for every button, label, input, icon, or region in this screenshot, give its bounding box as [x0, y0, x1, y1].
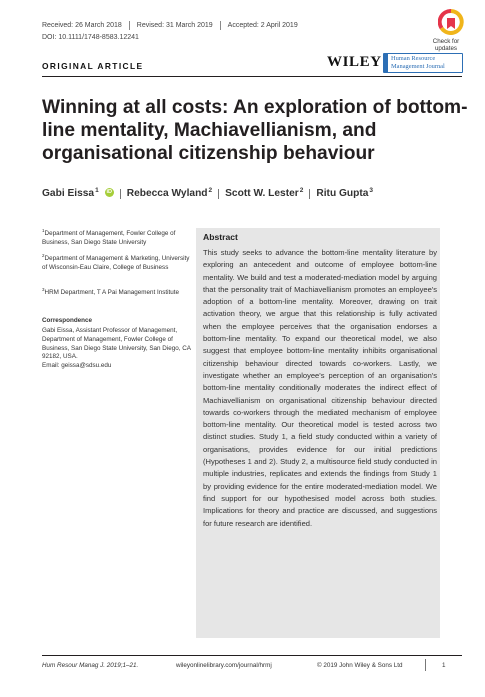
correspondence-text: Gabi Eissa, Assistant Professor of Management, Department of Management, Fowler College of Business, San Diego State University, San Diego, CA 92182, USA. [42, 327, 191, 361]
author-affiliation-mark: 2 [299, 187, 304, 194]
journal-logo-line1: Human Resource [391, 55, 436, 62]
divider [129, 21, 130, 30]
divider [425, 659, 426, 671]
check-updates-icon [438, 9, 464, 37]
affiliation: $^1$Department of Management, Fowler College of Business, San Diego State University [42, 228, 176, 246]
divider [120, 189, 121, 199]
correspondence-email[interactable]: Email: geissa@sdsu.edu [42, 362, 112, 370]
article-title: Winning at all costs: An exploration of bottom-line mentality, Machiavellianism, and organisational citizenship behaviour [42, 97, 468, 164]
author-affiliation-mark: 1 [95, 187, 99, 194]
orcid-icon[interactable]: iD [106, 189, 112, 195]
abstract-text: This study seeks to advance the bottom-line mentality literature by exploring an antecedent and outcome of employee bottom-line mentality. We build and test a moderated-mediation model by arguing that the personality trait of Machiavellianism promotes an employee's adoption of a bottom-line mentality. Moreover, drawing on trait activation theory, we argue that this relationship is fully activated when the employee perceives that the organisation endorses a bottom-line mentality. To expand our theoretical model, we also suggest that employee bottom-line mentality inhibits organisational citizenship behaviour directed towards co-workers. Lastly, we investigate whether an employee's perception of an organisation's bottom-line mentality conditionally moderates the indirect effect of Machiavellianism on organisational citizenship behaviour directed towards co-workers through the mediated mechanism of employee bottom-line mentality. Our theoretical model is tested across two distinct studies. Study 1, a field study conducted within a variety of organisations, provides evidence for our initial predictions (Hypotheses 1 and 2). Study 2, a multisource field study conducted in multiple industries, replicates and extends the findings from Study 1 by providing evidence for the entire moderated-mediation model. We find support for our hypothesised model across both studies. Implications for theory and practice are discussed, and suggestions for future research are identified. [203, 248, 437, 528]
article-type: ORIGINAL ARTICLE [42, 61, 144, 71]
journal-url[interactable]: wileyonlinelibrary.com/journal/hrmj [176, 662, 272, 669]
author-name[interactable]: Ritu Gupta [316, 188, 369, 199]
author-affiliation-mark: 3 [369, 187, 374, 194]
author-name[interactable]: Gabi Eissa [42, 188, 95, 199]
author-list [42, 188, 373, 199]
abstract-heading: Abstract [203, 232, 238, 242]
received-date: Received: 26 March 2018 [42, 22, 122, 29]
correspondence [42, 327, 192, 371]
check-for-updates-button[interactable] [426, 9, 466, 57]
copyright: © 2019 John Wiley & Sons Ltd [317, 662, 403, 669]
divider [218, 189, 219, 199]
accepted-date: Accepted: 2 April 2019 [227, 22, 298, 29]
citation: Hum Resour Manag J. 2019;1–21. [42, 662, 139, 669]
divider [220, 21, 221, 30]
publisher-logo: WILEY [327, 54, 382, 70]
author-name[interactable]: Rebecca Wyland [126, 188, 208, 199]
affiliation: $^3$HRM Department, T A Pai Management Institute [42, 287, 180, 297]
divider [309, 189, 310, 199]
footer-rule [42, 655, 462, 656]
page-number: 1 [442, 662, 446, 669]
check-updates-label: Check for updates [432, 38, 460, 52]
author-affiliation-mark: 2 [208, 187, 213, 194]
author-name[interactable]: Scott W. Lester [225, 188, 299, 199]
correspondence-heading: Correspondence [42, 317, 93, 324]
doi[interactable]: DOI: 10.1111/1748-8583.12241 [42, 34, 139, 41]
journal-logo-line2: Management Journal [391, 63, 445, 70]
affiliation: $^2$Department of Management & Marketing, University of Wisconsin-Eau Claire, College of Business [42, 253, 190, 271]
journal-logo [383, 53, 463, 73]
revised-date: Revised: 31 March 2019 [136, 22, 213, 29]
header-rule [42, 76, 462, 77]
article-dates [42, 21, 298, 30]
journal-logo-stripe [384, 54, 388, 72]
